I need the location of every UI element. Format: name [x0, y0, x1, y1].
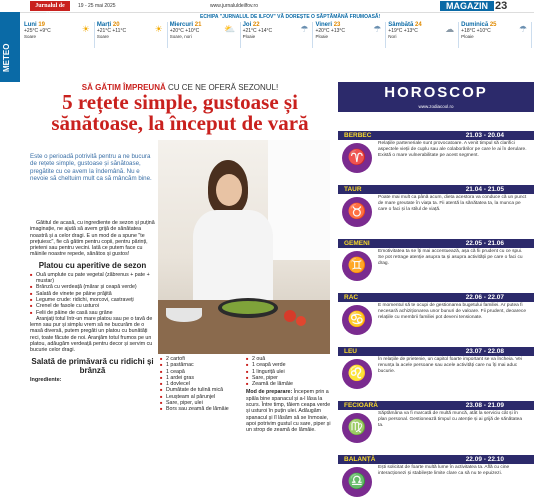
cancer-icon: ♋	[342, 305, 372, 335]
aries-icon: ♈	[342, 143, 372, 173]
tomato	[284, 310, 296, 322]
sign-text: Emotivitatea ta se îți mai accentuează, așa că fii prudent cu ce spui. Se pot retrage atenție asupra ta și asupra activității pe care o faci cu drag.	[378, 249, 523, 266]
sign-header	[338, 347, 534, 356]
platou-list	[30, 272, 155, 316]
ingredient-item: ■ 2 ouă	[246, 356, 332, 362]
horoscope-title: HOROSCOP	[384, 84, 488, 101]
temp-high: +18°C	[461, 28, 476, 34]
rain-icon: ☂	[300, 24, 309, 34]
sign-name: RAC	[344, 294, 359, 301]
sign-header	[338, 239, 534, 248]
sign-text: În relațiile de prietenie, un capitol foarte important se va încheia. Vei renunța la acele persoane sau acele activități care nu îți mai aduc bucurie.	[378, 357, 522, 374]
subheading-platou: Platou cu aperitive de sezon	[38, 260, 147, 270]
sign-text: Poate mai mult ca până acum, dieta acestora va conduce că un punct de mare greutate în viața ta. Fii atentă la sănătatea ta, la munca pe care o faci și la stilul de viață.	[378, 195, 527, 212]
weather-condition: Ploaie	[242, 34, 256, 39]
forecast-day	[168, 22, 241, 48]
meteo-sidebar	[0, 12, 20, 82]
sign-name: BERBEC	[344, 132, 372, 139]
day-number: 22	[252, 22, 260, 28]
day-name: Vineri	[315, 22, 333, 28]
sun-icon: ☀	[154, 24, 163, 34]
temp-low: +9°C	[39, 28, 51, 34]
sign-dates: 22.09 - 22.10	[465, 456, 504, 463]
gemini-icon: ♊	[342, 251, 372, 281]
sign-header	[338, 293, 534, 302]
day-name: Joi	[242, 22, 252, 28]
sign-dates: 23.07 - 22.08	[465, 348, 504, 355]
ingredient-item: ■ Sare, piper, ulei	[160, 400, 242, 406]
day-number: 24	[414, 22, 422, 28]
forecast-day	[459, 22, 532, 48]
horoscope-site[interactable]: www.zodiacool.ro	[418, 104, 454, 109]
temp-high: +21°C	[96, 28, 111, 34]
issue-date: 19 - 25 mai 2025	[78, 3, 116, 9]
ingredient-item: ■ Leușteam al pârunjel	[160, 394, 242, 400]
bowl	[166, 308, 202, 322]
weather-condition: Ploaie	[461, 34, 474, 39]
temp-low: +10°C	[185, 28, 200, 34]
day-number: 21	[194, 22, 202, 28]
cloud-icon: ☁	[445, 24, 455, 34]
ingredient-item: ■ 1 linguriță ulei	[246, 369, 332, 375]
subheading-salata: Salată de primăvară cu ridichi și brânză	[31, 356, 154, 375]
horoscope-sign-leu	[338, 347, 534, 403]
sign-header	[338, 185, 534, 194]
article-column-1	[30, 220, 155, 383]
ingredients-label: Ingrediente:	[30, 376, 62, 383]
horoscope-sign-balanta	[338, 455, 534, 490]
article-intro: Gătitul de acasă, cu ingrediente de sezon și puțină imaginație, ne ajută să avem grijă de sănătatea noastră și a celor dragi. E un mod de a spune "te prețuiesc", fie că gătim pentru copii, pentru părinți, prieteni sau pentru vecini. Iată ce putem face cu mâinile noastre repede, sănătos și gustos!	[30, 220, 155, 258]
rain-icon: ☂	[518, 24, 528, 34]
taurus-icon: ♉	[342, 197, 372, 227]
ingredient-item: ■ 1 dovlecel	[160, 381, 242, 387]
rain-icon: ☂	[373, 24, 382, 34]
temp-low: +11°C	[112, 28, 127, 34]
temp-high: +25°C	[24, 28, 39, 34]
horoscope-sign-rac	[338, 293, 534, 349]
sign-name: TAUR	[344, 186, 362, 193]
window-light	[268, 140, 330, 260]
weather-condition: Soare, nori	[169, 34, 192, 39]
page-number: 23	[495, 0, 508, 12]
list-item: ■ Brânză cu verdeață (mărar și ceapă verde)	[30, 284, 155, 290]
list-item: ■ Crenel de fasole cu usturoi	[30, 303, 155, 309]
sign-text: Ești solicitat de foarte multă lume în activitatea ta. Află cu cine interacționezi și stabilește limite clare ca să nu te epuizezi.	[378, 465, 510, 476]
sign-text: Săptămâna va fi marcată de multă muncă, atât la serviciu cât și în plan personal. Gestionează timpul cu atenție și ai grijă de sănătatea ta.	[378, 411, 522, 428]
kicker-rest: CU CE NE OFERĂ SEZONUL!	[165, 83, 279, 92]
preparation-text	[246, 389, 332, 433]
sign-name: BALANȚĂ	[344, 456, 376, 463]
meteo-label: METEO	[2, 43, 11, 72]
forecast-day	[313, 22, 386, 48]
horoscope-sign-fecioara	[338, 401, 534, 457]
partly-cloudy-icon: ⛅	[224, 24, 236, 34]
kicker-main: SĂ GĂTIM ÎMPREUNĂ	[81, 83, 166, 92]
day-number: 23	[333, 22, 341, 28]
list-item: ■ Salată de vinete pe pâine prăjită	[30, 291, 155, 297]
day-number: 20	[112, 22, 120, 28]
forecast-day	[386, 22, 459, 48]
ingredient-item: ■ Zeamă de lămâie	[246, 381, 332, 387]
article-paragraph: Aranjați totul într-un mare platou sau pe o tavă de lemn sau pur și simplu vrem să ne bucurăm de o masă diversă, putem pregăti un platou cu bunătăți reci, toate făcute de noi. Aranjăm totul frumos pe un platou, adăugăm verdeață pentru decor și servim cu bucurie celor dragi.	[30, 315, 153, 354]
sign-text: E momentul să te ocupi de gestionarea bugetului familiei. Ar putea fi necesară achiziționarea unor bunuri de valoare. Fii prudent, deoarece relațiile cu membrii familiei pot deveni tensionate.	[378, 303, 526, 320]
sign-name: FECIOARĂ	[344, 402, 378, 409]
sun-icon: ☀	[81, 24, 90, 34]
ingredient-item: ■ 1 pastârnac	[160, 362, 242, 368]
ingredient-item: ■ 1 ceapă	[160, 369, 242, 375]
horoscope-sign-berbec	[338, 131, 534, 187]
temp-high: +20°C	[169, 28, 184, 34]
leo-icon: ♌	[342, 359, 372, 389]
horoscope-sign-gemeni	[338, 239, 534, 295]
weather-condition: Ploaie	[315, 34, 328, 39]
horoscope-header	[338, 82, 534, 112]
woman-face	[216, 174, 242, 206]
forecast-day	[241, 22, 314, 48]
newspaper-logo: Jurnalul de Ilfov	[30, 1, 70, 11]
meteo-banner: ECHIPA "JURNALUL DE ILFOV" VĂ DOREȘTE O SĂPTĂMÂNĂ FRUMOASĂ!	[200, 14, 381, 20]
sign-name: GEMENI	[344, 240, 370, 247]
article-headline: 5 rețete simple, gustoase și sănătoase, la început de vară	[51, 90, 309, 135]
temp-high: +21°C	[242, 28, 257, 34]
article-column-2	[160, 356, 242, 413]
day-name: Miercuri	[169, 22, 194, 28]
temp-high: +20°C	[315, 28, 330, 34]
section-label: MAGAZIN	[440, 1, 494, 11]
article-column-3	[246, 356, 332, 434]
sign-dates: 22.05 - 21.06	[465, 240, 504, 247]
preparation-label: Mod de preparare:	[246, 389, 293, 396]
temp-high: +19°C	[388, 28, 403, 34]
site-url[interactable]: www.jurnaluldeilfov.ro	[210, 3, 258, 9]
horoscope-sign-taur	[338, 185, 534, 241]
ingredient-item: ■ 2 cartofi	[160, 356, 242, 362]
forecast-day	[22, 22, 95, 48]
weather-condition: Soare	[24, 34, 37, 39]
libra-icon: ♎	[342, 467, 372, 497]
preparation-body: Începem prin a spăla bine spanacul și a-l lăsa la scurs. Între timp, tăiem ceapa verde și usturoi în puțin ulei. Adăugăm spanacul și îl lăsăm să se înmoaie, apoi potrivim gustul cu sare, piper și un strop de zeamă de lămâie.	[246, 389, 331, 434]
forecast-days	[22, 22, 532, 48]
ingredient-item: ■ Sare, piper	[246, 375, 332, 381]
temp-low: +10°C	[476, 28, 491, 34]
weather-condition: Soare	[96, 34, 109, 39]
tomato	[296, 316, 306, 326]
woman-body	[193, 210, 273, 300]
sign-dates: 23.08 - 21.09	[465, 402, 504, 409]
temp-low: +14°C	[258, 28, 273, 34]
virgo-icon: ♍	[342, 413, 372, 443]
sign-header	[338, 455, 534, 464]
day-name: Duminică	[461, 22, 489, 28]
sign-dates: 21.03 - 20.04	[465, 132, 504, 139]
sign-header	[338, 401, 534, 410]
article-lead: Este o perioadă potrivită pentru a ne bucura de rețete simple, gustoase și sănătoase, pregătite cu ce avem la îndemână. Nu e nevoie să cheltuim mult ca să mâncăm bine.	[30, 153, 152, 183]
forecast-day	[95, 22, 168, 48]
sign-name: LEU	[344, 348, 357, 355]
list-item: ■ Legume crude: ridichi, morcovi, castraveți	[30, 297, 155, 303]
horoscope-panel	[338, 82, 534, 490]
weather-condition: Nori	[388, 34, 397, 39]
ingredient-item: ■ 1 ceapă verde	[246, 362, 332, 368]
ingredient-item: ■ 1 ardei gras	[160, 375, 242, 381]
day-number: 25	[489, 22, 497, 28]
list-item: ■ Ouă umplute cu pate vegetal (zăbrenus + pate + mustar)	[30, 272, 155, 285]
sign-dates: 22.06 - 22.07	[465, 294, 504, 301]
day-name: Sâmbătă	[388, 22, 414, 28]
day-name: Luni	[24, 22, 37, 28]
day-number: 19	[38, 22, 46, 28]
day-name: Marți	[96, 22, 112, 28]
sign-header	[338, 131, 534, 140]
temp-low: +13°C	[403, 28, 418, 34]
ingredient-item: ■ Bors sau zeamă de lămâie	[160, 406, 242, 412]
list-item: ■ Felii de pâine de casă sau grâne	[30, 310, 155, 316]
temp-low: +13°C	[330, 28, 346, 34]
sign-text: Relațiile parteneriale sunt provocatoare. A venit timpul să clarifici aspectele vieții de cuplu sau ale colaborărilor pe care le ai în derulare. Există o mare vulnerabilitate pe acest segment.	[378, 141, 527, 158]
vegetables-in-pan	[222, 301, 274, 314]
sign-dates: 21.04 - 21.05	[465, 186, 504, 193]
ingredient-item: ■ Dumătate de tulină mică	[160, 387, 242, 393]
cooking-photo	[158, 140, 330, 354]
